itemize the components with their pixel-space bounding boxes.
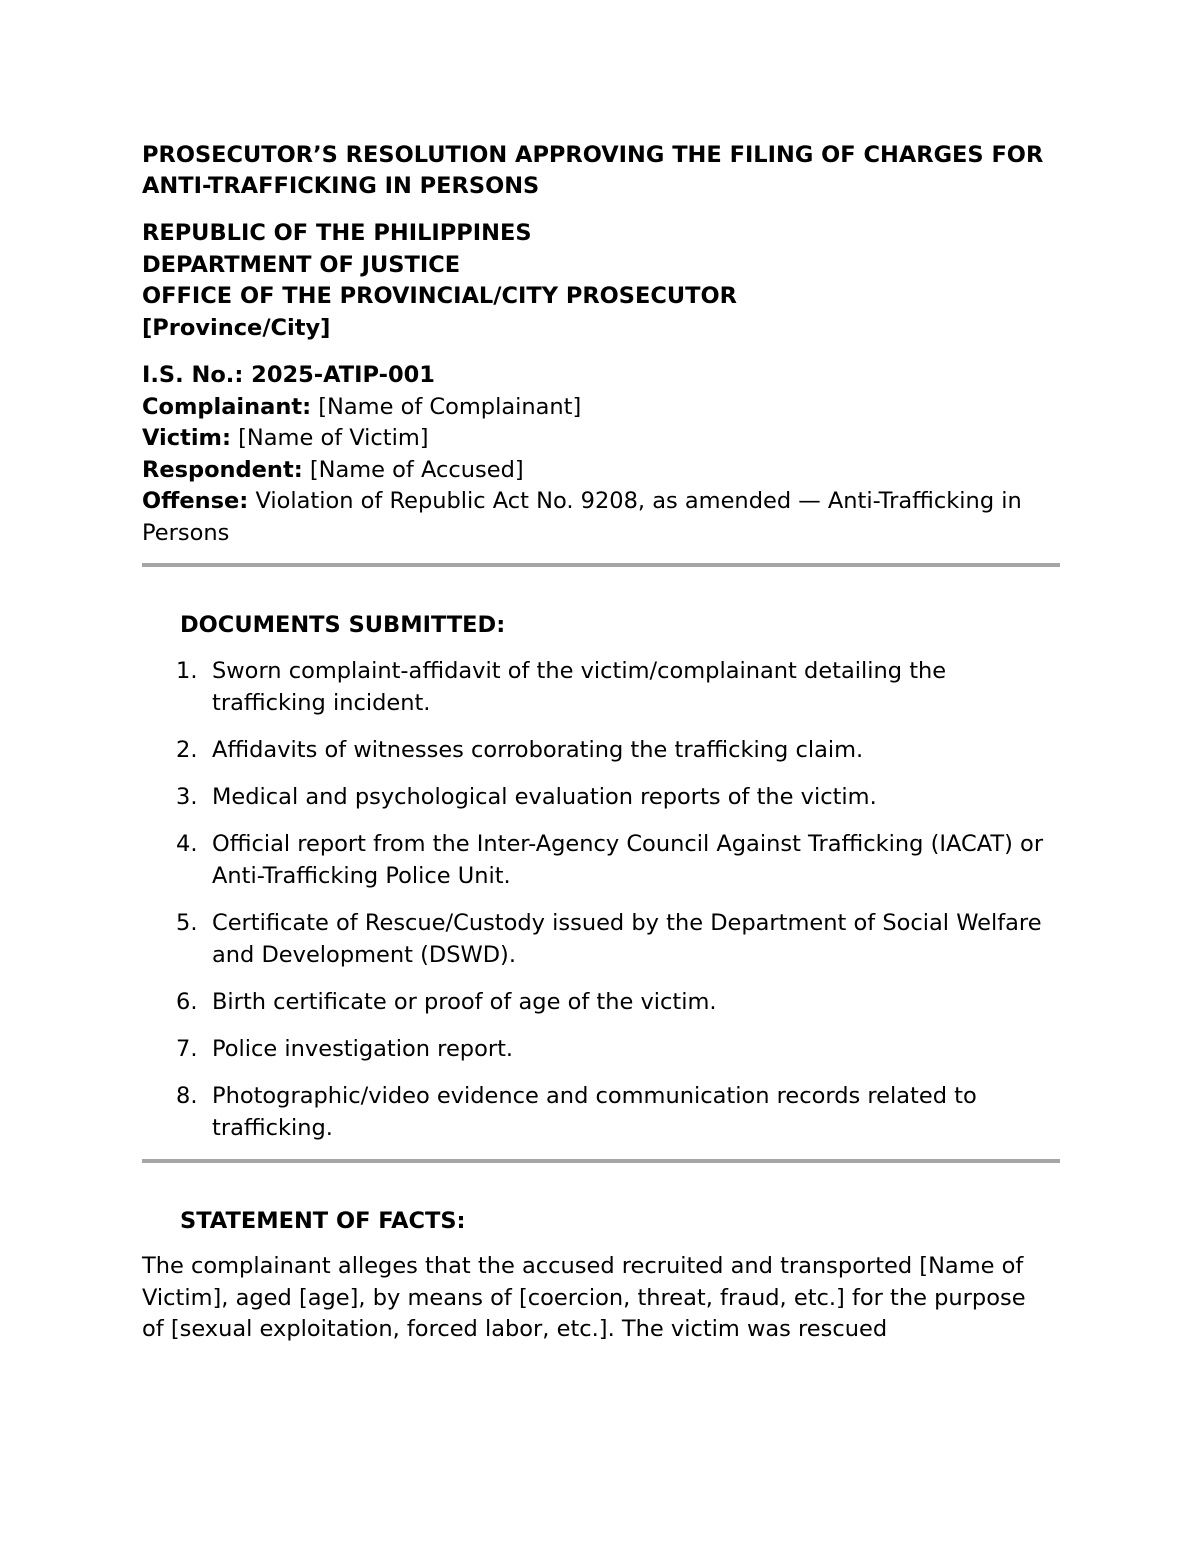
victim-label: Victim: bbox=[142, 425, 231, 451]
list-item-number: 8. bbox=[176, 1083, 198, 1109]
list-item bbox=[142, 907, 1060, 971]
list-item bbox=[142, 828, 1060, 892]
list-item bbox=[142, 781, 1060, 813]
list-item-number: 7. bbox=[176, 1036, 198, 1062]
list-item bbox=[142, 1033, 1060, 1065]
list-item-text: Official report from the Inter-Agency Council Against Trafficking (IACAT) or Anti-Trafficking Police Unit. bbox=[212, 831, 1044, 889]
victim-value: [Name of Victim] bbox=[230, 425, 429, 451]
statement-of-facts-heading: STATEMENT OF FACTS: bbox=[180, 1208, 466, 1234]
list-item-text: Medical and psychological evaluation reports of the victim. bbox=[212, 784, 877, 810]
list-item-number: 4. bbox=[176, 831, 198, 857]
list-item-text: Sworn complaint-affidavit of the victim/complainant detailing the trafficking incident. bbox=[212, 658, 947, 716]
list-item bbox=[142, 1080, 1060, 1144]
complainant-line bbox=[142, 392, 1060, 424]
case-details bbox=[142, 360, 1060, 549]
list-item-number: 2. bbox=[176, 737, 198, 763]
victim-line bbox=[142, 423, 1060, 455]
horizontal-divider bbox=[142, 1159, 1060, 1163]
list-item-number: 3. bbox=[176, 784, 198, 810]
respondent-line bbox=[142, 455, 1060, 487]
list-item-number: 5. bbox=[176, 910, 198, 936]
documents-submitted-heading: DOCUMENTS SUBMITTED: bbox=[180, 612, 506, 638]
respondent-label: Respondent: bbox=[142, 456, 303, 483]
statement-of-facts-text: The complainant alleges that the accused recruited and transported [Name of Victim], aged [age], by means of [coercion, threat, fraud, etc.] for the purpose of [sexual exploitation, forced labor, etc.]. The victim was rescued bbox=[142, 1253, 1026, 1342]
list-item-text: Birth certificate or proof of age of the victim. bbox=[212, 989, 717, 1015]
list-item-number: 6. bbox=[176, 989, 198, 1015]
list-item-text: Certificate of Rescue/Custody issued by the Department of Social Welfare and Development (DSWD). bbox=[212, 910, 1042, 968]
offense-value: Violation of Republic Act No. 9208, as amended — Anti-Trafficking in Persons bbox=[142, 488, 1022, 546]
list-item bbox=[142, 734, 1060, 766]
header-office: OFFICE OF THE PROVINCIAL/CITY PROSECUTOR bbox=[142, 283, 737, 309]
complainant-label: Complainant: bbox=[142, 393, 312, 420]
respondent-value: [Name of Accused] bbox=[302, 456, 524, 483]
documents-list bbox=[142, 655, 1060, 1144]
document-title: PROSECUTOR’S RESOLUTION APPROVING THE FILING OF CHARGES FOR ANTI-TRAFFICKING IN PERSONS bbox=[142, 142, 1044, 199]
header-location: [Province/City] bbox=[142, 314, 331, 341]
horizontal-divider bbox=[142, 563, 1060, 567]
list-item-text: Police investigation report. bbox=[212, 1036, 514, 1062]
list-item-text: Photographic/video evidence and communication records related to trafficking. bbox=[212, 1083, 977, 1141]
office-header bbox=[142, 218, 1060, 344]
list-item bbox=[142, 986, 1060, 1018]
list-item-number: 1. bbox=[176, 658, 198, 684]
list-item-text: Affidavits of witnesses corroborating the trafficking claim. bbox=[212, 737, 864, 763]
offense-line bbox=[142, 486, 1060, 549]
list-item bbox=[142, 655, 1060, 719]
offense-label: Offense: bbox=[142, 488, 249, 514]
complainant-value: [Name of Complainant] bbox=[311, 393, 582, 420]
document-content bbox=[142, 140, 1060, 1346]
case-number: I.S. No.: 2025-ATIP-001 bbox=[142, 362, 435, 388]
header-republic: REPUBLIC OF THE PHILIPPINES bbox=[142, 220, 532, 246]
header-department: DEPARTMENT OF JUSTICE bbox=[142, 251, 461, 278]
